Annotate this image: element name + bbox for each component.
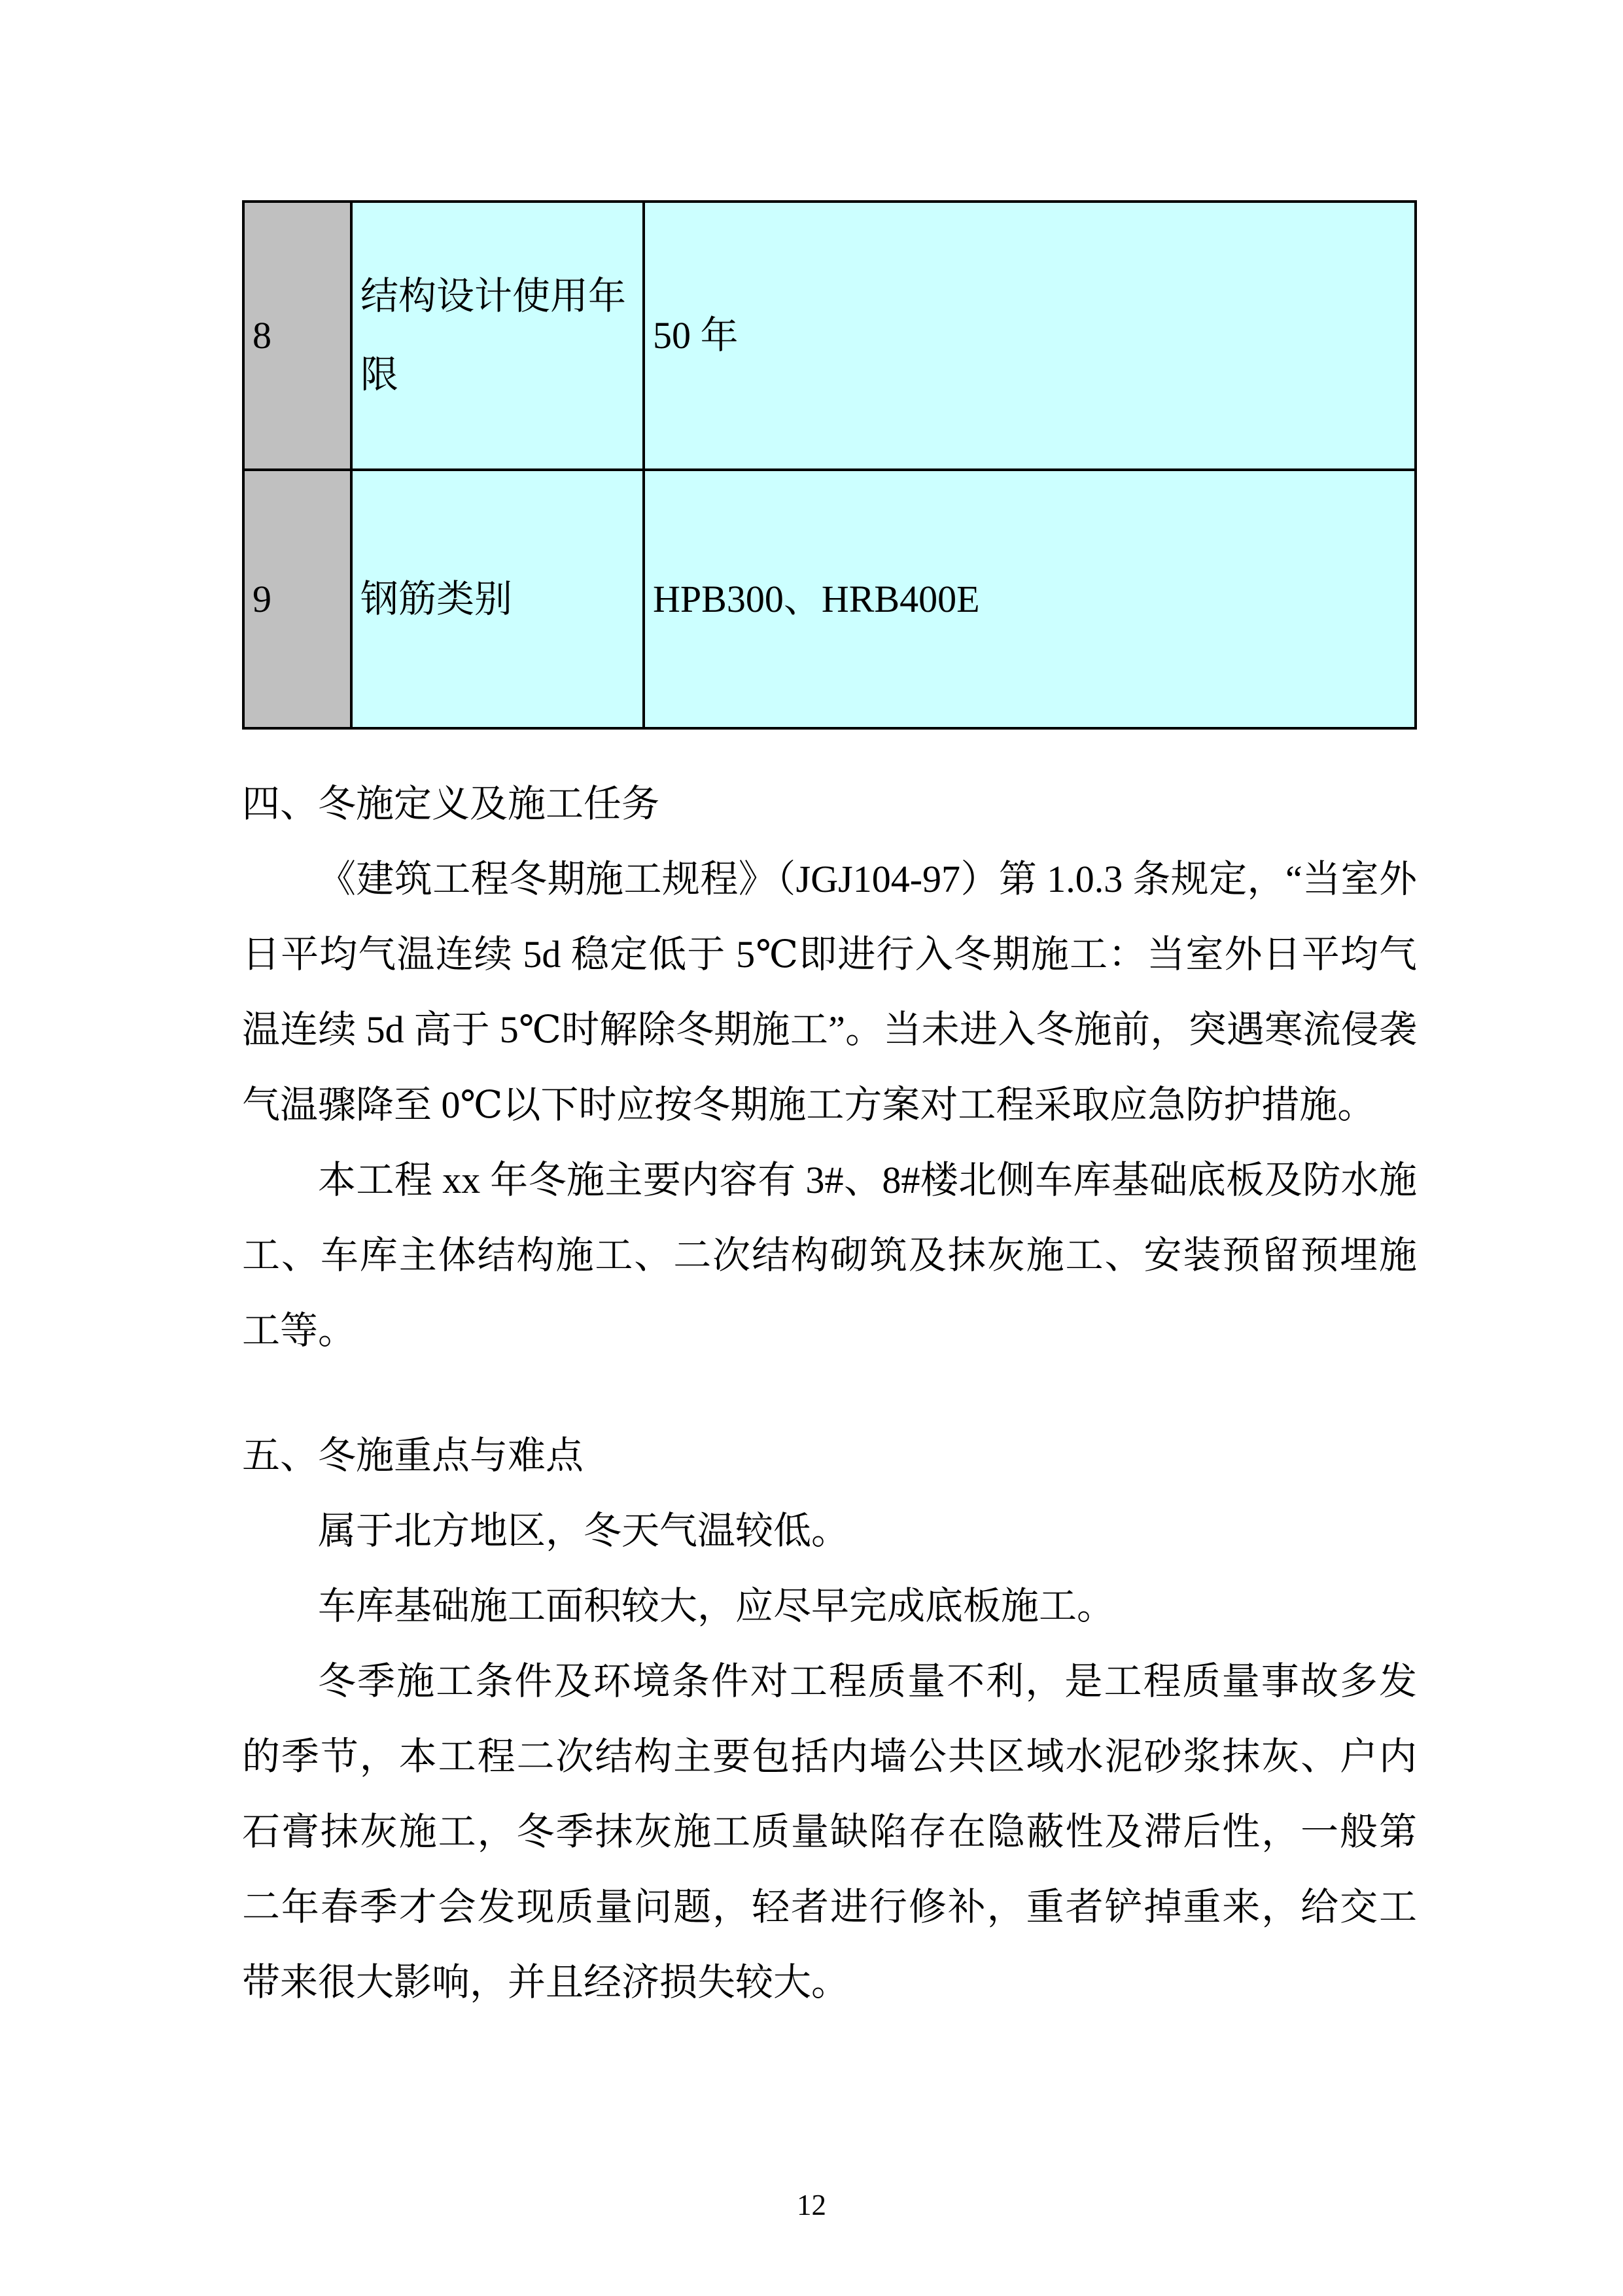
document-content <box>242 200 1417 2020</box>
table-row <box>243 470 1416 728</box>
row-label-cell: 钢筋类别 <box>351 470 644 728</box>
paragraph: 本工程 xx 年冬施主要内容有 3#、8#楼北侧车库基础底板及防水施工、车库主体结构施工、二次结构砌筑及抹灰施工、安装预留预埋施工等。 <box>242 1159 1417 1352</box>
section-heading-5: 五、冬施重点与难点 <box>242 1434 584 1477</box>
section-heading-4: 四、冬施定义及施工任务 <box>242 783 660 825</box>
page-number: 12 <box>797 2189 826 2221</box>
row-value-cell: HPB300、HRB400E <box>644 470 1416 728</box>
table-row <box>243 202 1416 470</box>
row-number-cell: 8 <box>243 202 351 470</box>
paragraph: 属于北方地区，冬天气温较低。 <box>318 1510 850 1552</box>
row-number-cell: 9 <box>243 470 351 728</box>
paragraph: 冬季施工条件及环境条件对工程质量不利，是工程质量事故多发的季节，本工程二次结构主要包括内墙公共区域水泥砂浆抹灰、户内石膏抹灰施工，冬季抹灰施工质量缺陷存在隐蔽性及滞后性，一般第二年春季才会发现质量问题，轻者进行修补，重者铲掉重来，给交工带来很大影响，并且经济损失较大。 <box>242 1660 1417 2004</box>
row-value-cell: 50 年 <box>644 202 1416 470</box>
paragraph: 《建筑工程冬期施工规程》（JGJ104-97）第 1.0.3 条规定，“当室外日平均气温连续 5d 稳定低于 5℃即进行入冬期施工：当室外日平均气温连续 5d 高于 5℃时解除冬期施工”。当未进入冬施前，突遇寒流侵袭气温骤降至 0℃以下时应按冬期施工方案对工程采取应急防护措施。 <box>242 858 1417 1126</box>
row-label-cell: 结构设计使用年限 <box>351 202 644 470</box>
paragraph: 车库基础施工面积较大，应尽早完成底板施工。 <box>318 1585 1115 1627</box>
info-table <box>242 200 1417 730</box>
